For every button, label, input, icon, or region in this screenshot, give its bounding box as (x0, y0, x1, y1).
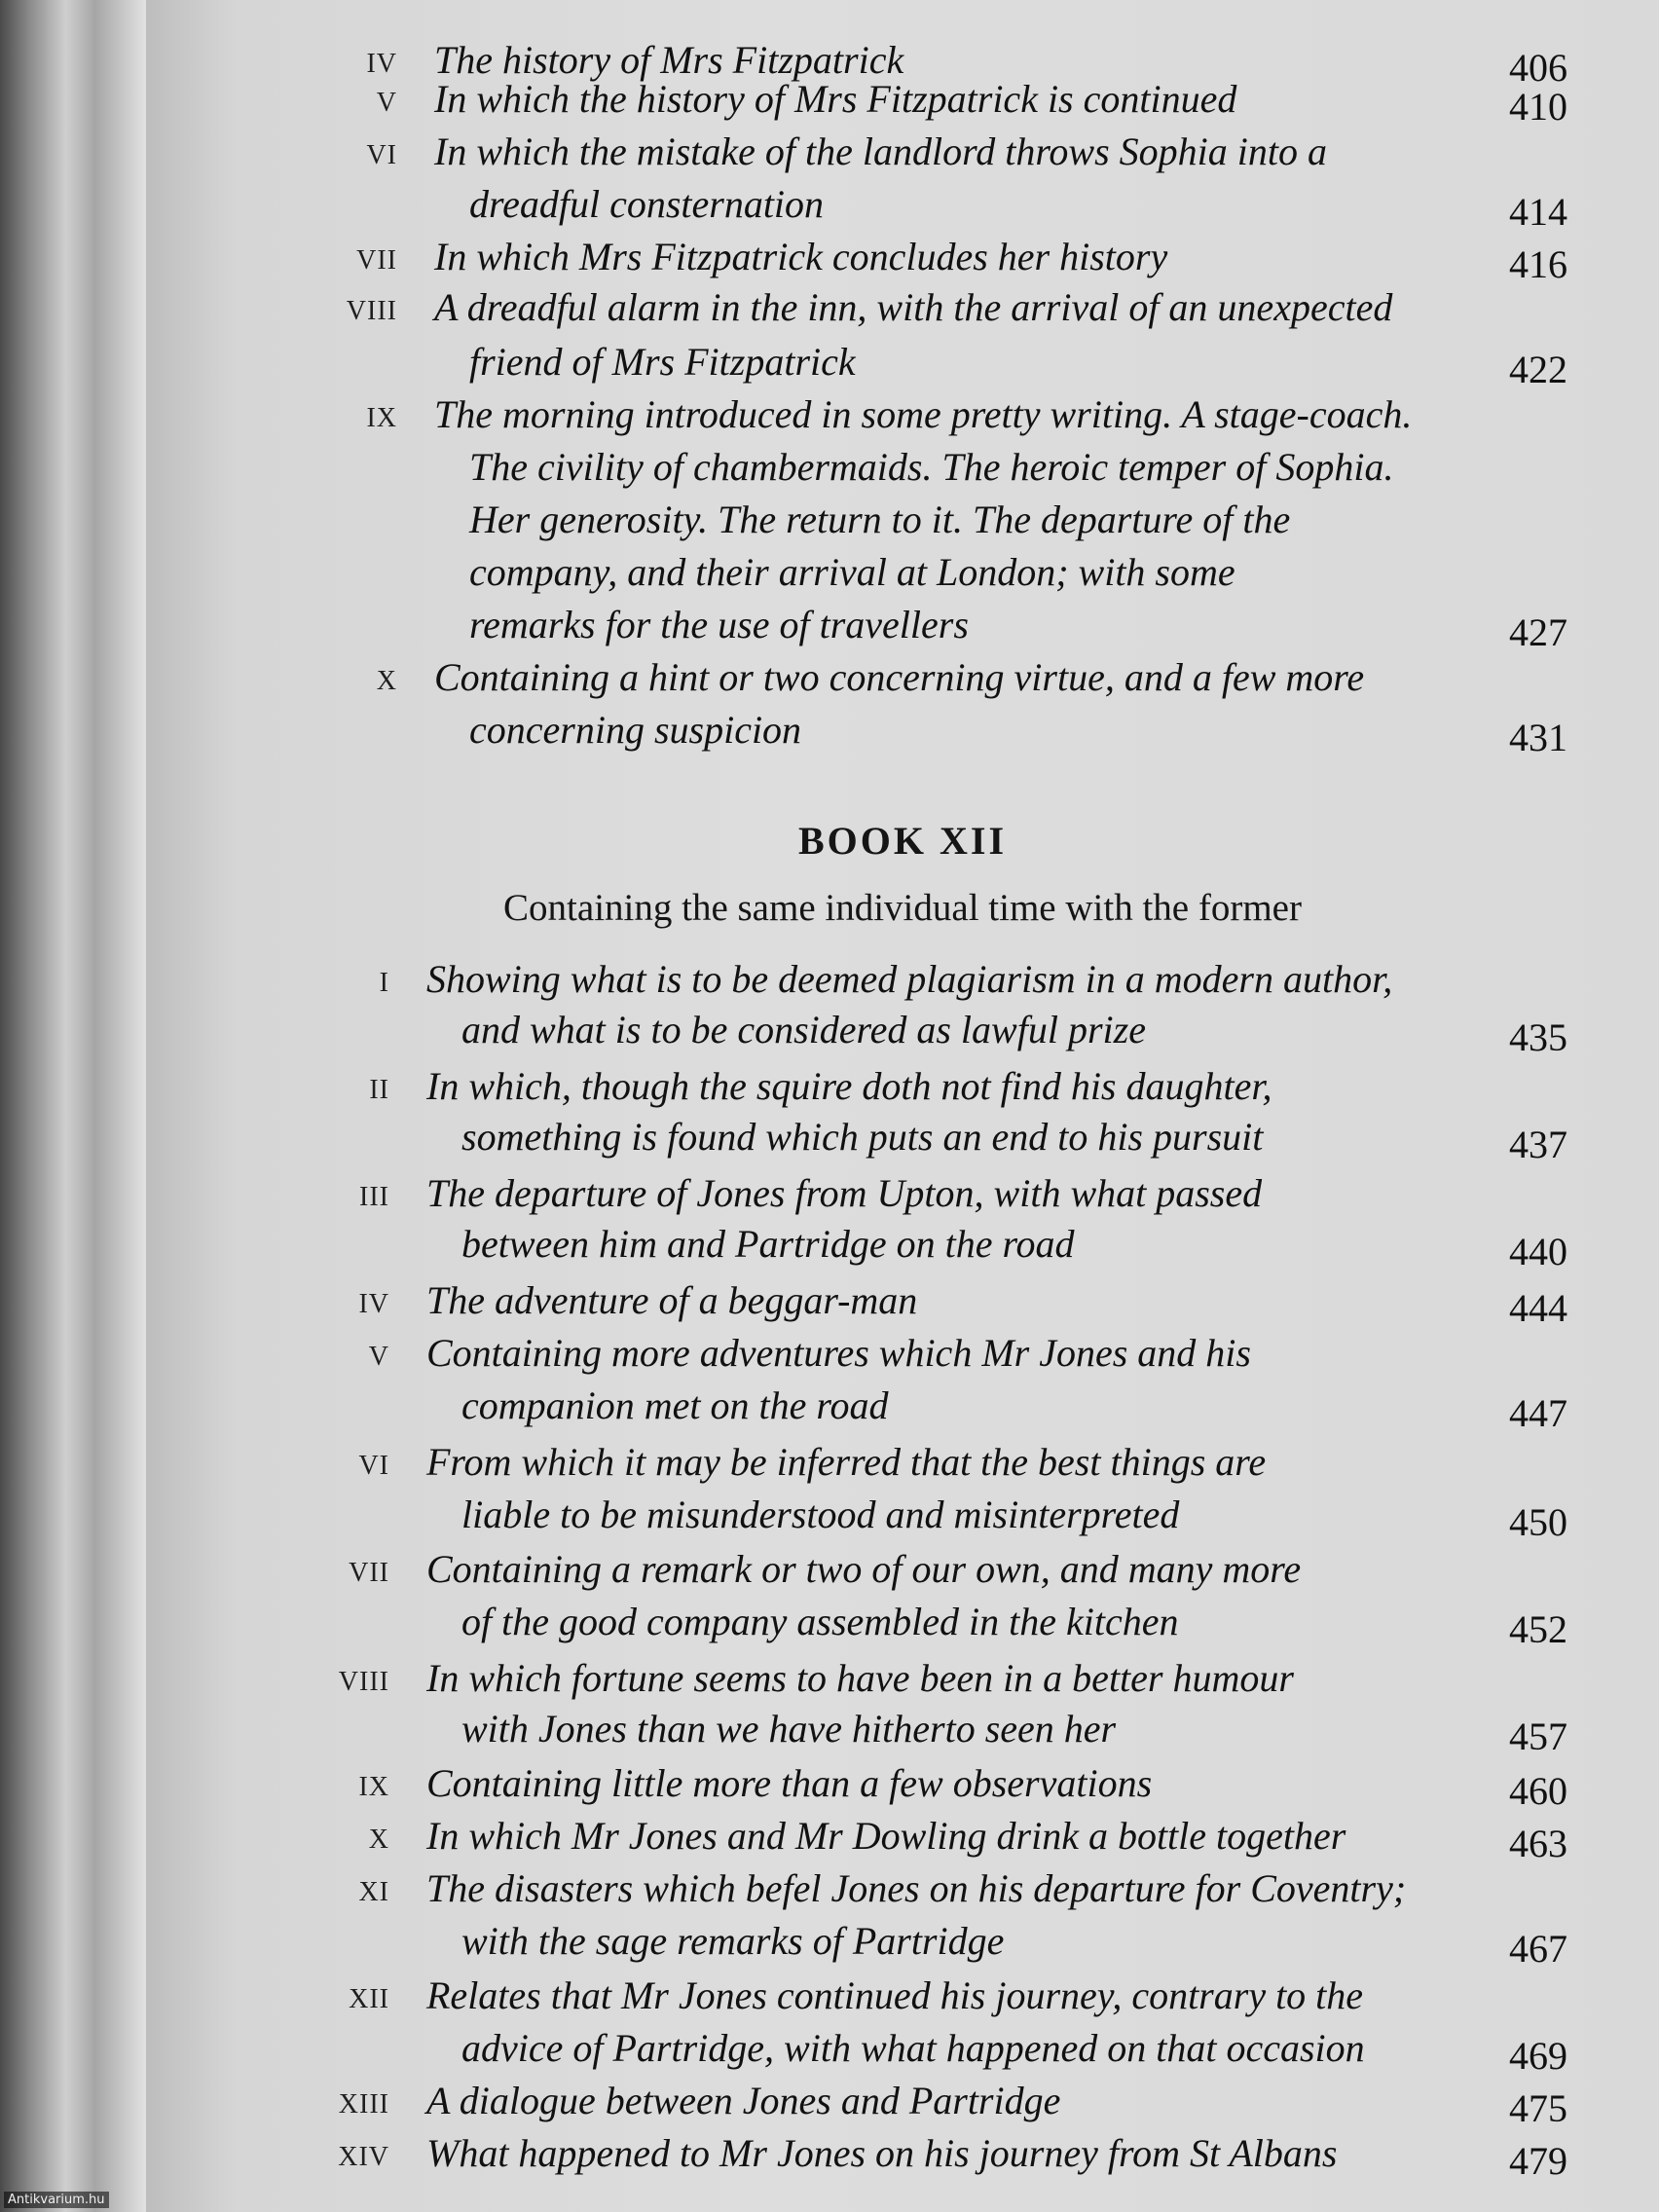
chapter-title-line: The civility of chambermaids. The heroic temper of Sophia. (469, 445, 1394, 489)
page-number: 447 (1509, 1391, 1567, 1435)
chapter-title-line: between him and Partridge on the road (461, 1222, 1075, 1266)
chapter-title-line: dreadful consternation (469, 182, 825, 226)
page-number: 435 (1509, 1015, 1567, 1059)
chapter-title-line: remarks for the use of travellers (469, 603, 969, 646)
chapter-title-line: In which fortune seems to have been in a better humour (426, 1656, 1294, 1700)
chapter-number: IX (358, 1772, 389, 1802)
chapter-title-line: Her generosity. The return to it. The departure of the (469, 498, 1291, 541)
page-number: 479 (1509, 2139, 1567, 2183)
book-subtitle: Containing the same individual time with the former (503, 887, 1302, 929)
chapter-number: V (368, 1342, 389, 1372)
chapter-title-line: In which the mistake of the landlord throws Sophia into a (434, 129, 1327, 173)
chapter-number: X (368, 1825, 389, 1855)
chapter-title-line: Showing what is to be deemed plagiarism in a modern author, (426, 957, 1393, 1001)
page-number: 463 (1509, 1822, 1567, 1865)
chapter-title-line: companion met on the road (461, 1383, 889, 1427)
page-number: 431 (1509, 716, 1567, 759)
chapter-title-line: The adventure of a beggar-man (426, 1278, 918, 1322)
chapter-number: VIII (338, 1667, 389, 1697)
page-number: 460 (1509, 1769, 1567, 1813)
chapter-number: VI (366, 140, 397, 170)
page-number: 414 (1509, 190, 1567, 234)
chapter-title-line: In which Mrs Fitzpatrick concludes her history (434, 235, 1168, 278)
chapter-number: XII (349, 1984, 389, 2014)
chapter-number: XIII (338, 2089, 389, 2120)
page-number: 440 (1509, 1230, 1567, 1273)
chapter-number: IV (358, 1289, 389, 1319)
chapter-title-line: From which it may be inferred that the best things are (426, 1440, 1267, 1484)
chapter-number: V (376, 88, 397, 118)
page-number: 427 (1509, 610, 1567, 654)
chapter-number: VIII (346, 296, 397, 326)
chapter-title-line: Containing a hint or two concerning virtue, and a few more (434, 655, 1365, 699)
chapter-number: IX (366, 403, 397, 433)
chapter-number: X (376, 666, 397, 696)
page-number: 469 (1509, 2034, 1567, 2078)
page-number: 475 (1509, 2086, 1567, 2130)
chapter-title-line: and what is to be considered as lawful prize (461, 1008, 1146, 1051)
chapter-number: I (379, 968, 389, 998)
chapter-number: IV (366, 49, 397, 79)
chapter-number: XIV (338, 2142, 389, 2172)
book-heading: BOOK XII (797, 819, 1008, 863)
page-number: 467 (1509, 1927, 1567, 1971)
chapter-title-line: Relates that Mr Jones continued his journey, contrary to the (426, 1973, 1364, 2017)
chapter-title-line: The history of Mrs Fitzpatrick (434, 38, 904, 82)
chapter-title-line: What happened to Mr Jones on his journey from St Albans (426, 2131, 1338, 2175)
chapter-number: VII (349, 1558, 389, 1588)
page-number: 416 (1509, 242, 1567, 286)
book-spine-edge (0, 0, 146, 2212)
page-number: 450 (1509, 1500, 1567, 1544)
page-number: 437 (1509, 1123, 1567, 1166)
chapter-title-line: In which Mr Jones and Mr Dowling drink a bottle together (426, 1814, 1346, 1858)
table-of-contents (146, 0, 1659, 2212)
chapter-title-line: of the good company assembled in the kitchen (461, 1600, 1179, 1643)
page-number: 422 (1509, 348, 1567, 391)
chapter-title-line: something is found which puts an end to his pursuit (461, 1115, 1264, 1159)
chapter-title-line: with the sage remarks of Partridge (461, 1919, 1005, 1963)
page-number: 406 (1509, 46, 1567, 90)
page-number: 410 (1509, 85, 1567, 129)
chapter-title-line: In which, though the squire doth not find his daughter, (426, 1064, 1272, 1108)
chapter-title-line: A dreadful alarm in the inn, with the arrival of an unexpected (434, 285, 1393, 329)
site-watermark: Antikvarium.hu (4, 2192, 109, 2208)
chapter-title-line: friend of Mrs Fitzpatrick (469, 340, 856, 384)
chapter-title-line: A dialogue between Jones and Partridge (426, 2079, 1061, 2122)
chapter-number: VI (358, 1451, 389, 1481)
page-number: 452 (1509, 1607, 1567, 1651)
page-number: 457 (1509, 1714, 1567, 1758)
chapter-title-line: Containing a remark or two of our own, and many more (426, 1547, 1302, 1591)
chapter-title-line: liable to be misunderstood and misinterpreted (461, 1493, 1180, 1536)
chapter-title-line: The departure of Jones from Upton, with what passed (426, 1171, 1263, 1215)
chapter-title-line: company, and their arrival at London; with some (469, 550, 1235, 594)
chapter-title-line: concerning suspicion (469, 708, 802, 752)
chapter-title-line: advice of Partridge, with what happened on that occasion (461, 2026, 1365, 2070)
chapter-number: III (359, 1182, 389, 1212)
book-page (146, 0, 1659, 2212)
chapter-title-line: Containing more adventures which Mr Jones and his (426, 1331, 1251, 1375)
chapter-title-line: The morning introduced in some pretty writing. A stage-coach. (434, 392, 1413, 436)
chapter-title-line: The disasters which befel Jones on his departure for Coventry; (426, 1866, 1407, 1910)
chapter-title-line: In which the history of Mrs Fitzpatrick is continued (434, 77, 1237, 121)
chapter-title-line: Containing little more than a few observations (426, 1761, 1153, 1805)
chapter-number: II (369, 1075, 389, 1105)
page-number: 444 (1509, 1286, 1567, 1330)
chapter-number: XI (358, 1877, 389, 1907)
chapter-number: VII (356, 245, 397, 276)
chapter-title-line: with Jones than we have hitherto seen her (461, 1707, 1117, 1751)
